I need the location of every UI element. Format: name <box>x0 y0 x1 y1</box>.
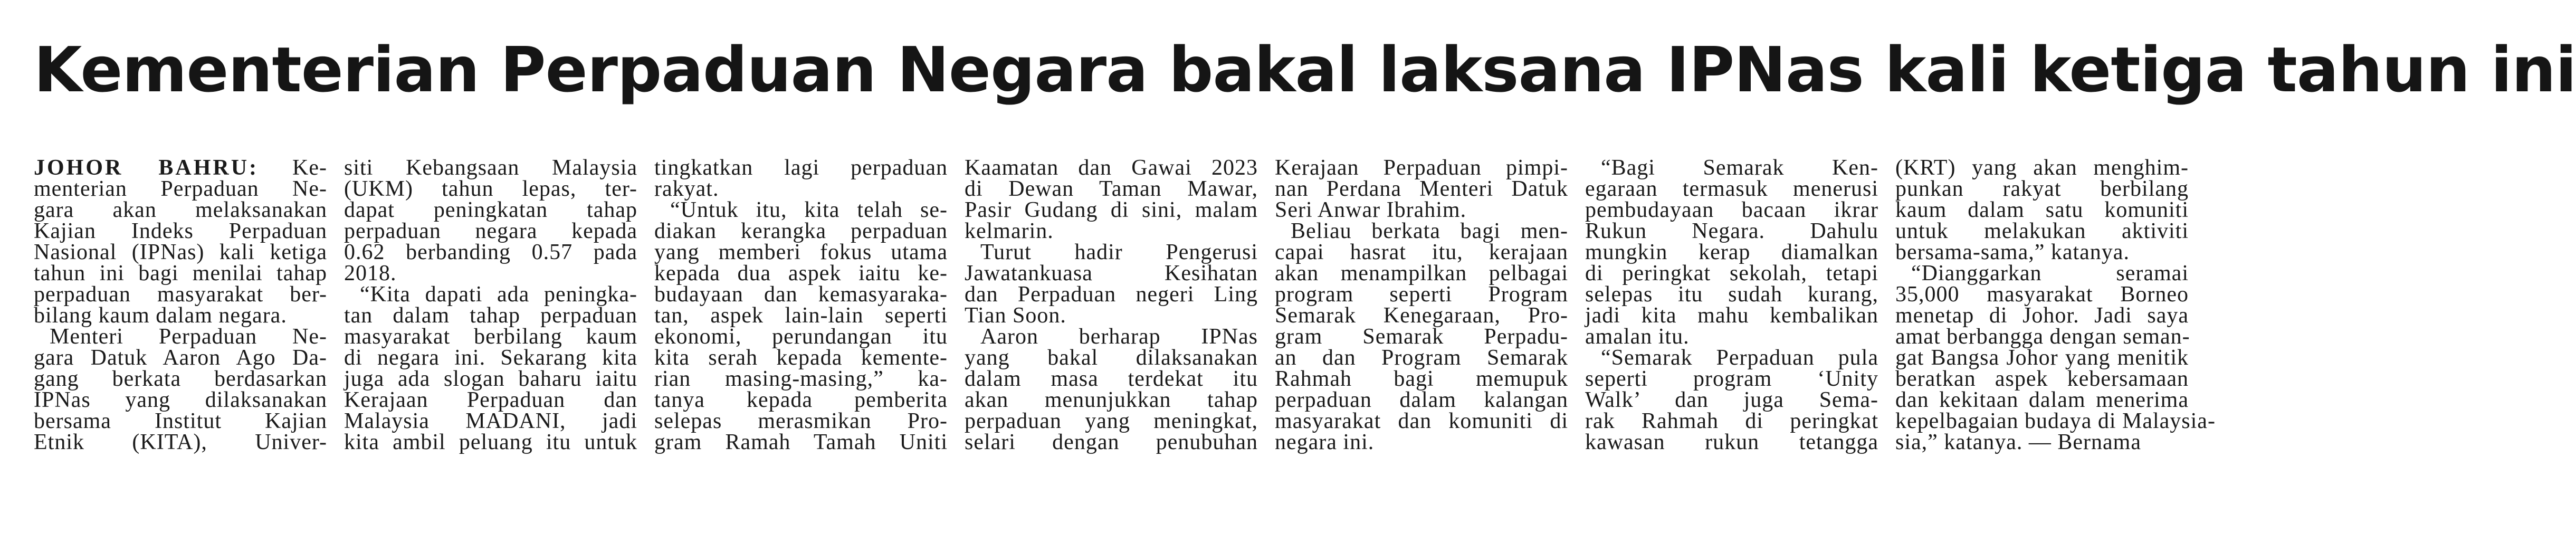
article-line-text: perpaduan masyarakat ber- <box>34 282 327 307</box>
article-line <box>1275 263 1568 284</box>
article-line-text: gram Ramah Tamah Uniti <box>654 430 948 454</box>
article-line <box>1585 411 1878 432</box>
article-line-text: dan Perpaduan negeri Ling <box>965 282 1258 307</box>
article-line <box>1585 326 1878 347</box>
article-line <box>1895 305 2189 326</box>
article-line-text: Beliau berkata bagi men- <box>1291 219 1568 243</box>
article-line <box>1275 178 1568 199</box>
article-line <box>965 432 1258 453</box>
article-line <box>34 432 327 453</box>
article-line <box>1895 368 2189 389</box>
article-line <box>34 178 327 199</box>
article-line <box>1895 199 2189 221</box>
article-line <box>1895 347 2189 368</box>
article-line-text: gara Datuk Aaron Ago Da- <box>34 346 327 370</box>
article-line <box>965 347 1258 368</box>
article-line <box>1275 199 1568 221</box>
article-line <box>965 199 1258 221</box>
article-line-text: jadi kita mahu kembalikan <box>1585 303 1878 328</box>
article-line-text: sia,” katanya. — Bernama <box>1895 430 2141 454</box>
article-line-text: tanya kepada pemberita <box>654 388 948 412</box>
article-line-text: capai hasrat itu, kerajaan <box>1275 240 1568 264</box>
article-line <box>965 221 1258 242</box>
article-line-text: rian masing-masing,” ka- <box>654 367 948 391</box>
headline: Kementerian Perpaduan Negara bakal laksana IPNas kali ketiga tahun ini <box>34 33 2576 106</box>
article-line-text: kita ambil peluang itu untuk <box>344 430 637 454</box>
article-line <box>34 326 327 347</box>
article-line <box>965 305 1258 326</box>
article-line <box>34 157 327 178</box>
article-line-text: rak Rahmah di peringkat <box>1585 409 1878 433</box>
article-line-text: gara akan melaksanakan <box>34 198 327 222</box>
article-line <box>1585 305 1878 326</box>
article-line-text: egaraan termasuk menerusi <box>1585 177 1878 201</box>
article-line <box>654 263 948 284</box>
article-line-text: dan kekitaan dalam menerima <box>1895 388 2189 412</box>
article-line <box>1275 221 1568 242</box>
article-line-text: kepelbagaian budaya di Malaysia- <box>1895 409 2216 433</box>
article-line <box>654 157 948 178</box>
article-line <box>1275 368 1568 389</box>
article-line-text: akan menunjukkan tahap <box>965 388 1258 412</box>
article-line <box>654 221 948 242</box>
article-line <box>654 368 948 389</box>
article-line <box>654 284 948 305</box>
article-line-text: akan menampilkan pelbagai <box>1275 261 1568 285</box>
article-line-text: Kerajaan Perpaduan pimpi- <box>1275 156 1568 180</box>
article-line-text: Rahmah bagi memupuk <box>1275 367 1568 391</box>
article-line-text: amat berbangga dengan seman- <box>1895 325 2190 349</box>
article-line-text: “Semarak Perpaduan pula <box>1601 346 1878 370</box>
article-line-text: kelmarin. <box>965 219 1054 243</box>
article-line-text: Nasional (IPNas) kali ketiga <box>34 240 327 264</box>
article-line <box>1585 157 1878 178</box>
article-line-text: siti Kebangsaan Malaysia <box>344 156 637 180</box>
article-line <box>965 326 1258 347</box>
article-line <box>965 263 1258 284</box>
article-line <box>34 221 327 242</box>
article-line-text: di peringkat sekolah, tetapi <box>1585 261 1878 285</box>
article-line-text: perpaduan dalam kalangan <box>1275 388 1568 412</box>
article-line <box>34 389 327 411</box>
article-line-text: yang memberi fokus utama <box>654 240 948 264</box>
article-line-text: selepas merasmikan Pro- <box>654 409 948 433</box>
article-line <box>34 411 327 432</box>
article-line-text: Turut hadir Pengerusi <box>980 240 1258 264</box>
article-line <box>1275 157 1568 178</box>
article-line-text: Seri Anwar Ibrahim. <box>1275 198 1467 222</box>
article-line <box>344 263 637 284</box>
article-line-text: “Bagi Semarak Ken- <box>1601 156 1878 180</box>
article-line <box>34 305 327 326</box>
article-line <box>34 242 327 263</box>
article-line <box>1585 263 1878 284</box>
article-line-text: Pasir Gudang di sini, malam <box>965 198 1258 222</box>
article-line-text: gat Bangsa Johor yang menitik <box>1895 346 2189 370</box>
article-line <box>1585 199 1878 221</box>
article-line-text: untuk melakukan aktiviti <box>1895 219 2189 243</box>
article-line-text: punkan rakyat berbilang <box>1895 177 2189 201</box>
article-line <box>965 242 1258 263</box>
article-line-text: “Kita dapati ada peningka- <box>360 282 637 307</box>
article-line-text: Kerajaan Perpaduan dan <box>344 388 637 412</box>
article-line <box>1895 326 2189 347</box>
article-line <box>344 284 637 305</box>
article-line-text: tan dalam tahap perpaduan <box>344 303 637 328</box>
article-column-1 <box>34 157 327 537</box>
article-line-text: program seperti Program <box>1275 282 1568 307</box>
article-line-text: Kajian Indeks Perpaduan <box>34 219 327 243</box>
article-line <box>34 284 327 305</box>
article-line <box>344 221 637 242</box>
article-line <box>1585 242 1878 263</box>
article-line <box>1585 389 1878 411</box>
article-line-text: diakan kerangka perpaduan <box>654 219 948 243</box>
article-line-text: Malaysia MADANI, jadi <box>344 409 637 433</box>
article-line-text: tahun ini bagi menilai tahap <box>34 261 327 285</box>
article-line <box>654 326 948 347</box>
article-line-text: Semarak Kenegaraan, Pro- <box>1275 303 1568 328</box>
dateline: JOHOR BAHRU: <box>34 156 259 180</box>
article-line-text: kawasan rukun tetangga <box>1585 430 1878 454</box>
article-line-text: amalan itu. <box>1585 325 1690 349</box>
article-line <box>344 411 637 432</box>
article-line <box>344 368 637 389</box>
article-column-3 <box>654 157 948 537</box>
article-line-text: tan, aspek lain-lain seperti <box>654 303 948 328</box>
article-line <box>344 326 637 347</box>
article-line <box>344 347 637 368</box>
article-line-text: beratkan aspek kebersamaan <box>1895 367 2189 391</box>
article-line-text: kaum dalam satu komuniti <box>1895 198 2189 222</box>
article-line <box>344 432 637 453</box>
article-line <box>1275 242 1568 263</box>
article-line <box>1895 221 2189 242</box>
article-line <box>654 389 948 411</box>
article-line-text: masyarakat berbilang kaum <box>344 325 637 349</box>
article-line-text: Etnik (KITA), Univer- <box>34 430 327 454</box>
article-line-text: perpaduan negara kepada <box>344 219 637 243</box>
article-line-text: kepada dua aspek iaitu ke- <box>654 261 948 285</box>
article-line-text: 35,000 masyarakat Borneo <box>1895 282 2189 307</box>
article-line-text: 2018. <box>344 261 397 285</box>
article-line <box>654 347 948 368</box>
article-line <box>1585 368 1878 389</box>
article-line <box>1585 178 1878 199</box>
article-line <box>654 305 948 326</box>
article-column-5 <box>1275 157 1568 537</box>
article-line <box>344 389 637 411</box>
article-line <box>965 389 1258 411</box>
article-line <box>34 347 327 368</box>
article-line <box>965 284 1258 305</box>
article-line-text: Menteri Perpaduan Ne- <box>50 325 327 349</box>
article-column-4 <box>965 157 1258 537</box>
article-line-text: pembudayaan bacaan ikrar <box>1585 198 1878 222</box>
article-column-2 <box>344 157 637 537</box>
article-line-text: menterian Perpaduan Ne- <box>34 177 327 201</box>
article-line <box>1585 221 1878 242</box>
article-line-text: rakyat. <box>654 177 719 201</box>
article-line <box>344 157 637 178</box>
article-line-text: yang bakal dilaksanakan <box>965 346 1258 370</box>
article-line <box>1275 347 1568 368</box>
article-line-text: (UKM) tahun lepas, ter- <box>344 177 637 201</box>
article-line <box>1895 409 2216 433</box>
article-line <box>34 368 327 389</box>
article-line-text: Rukun Negara. Dahulu <box>1585 219 1878 243</box>
article-line <box>654 178 948 199</box>
article-line <box>344 178 637 199</box>
article-column-7 <box>1895 156 2216 537</box>
article-line-text: ekonomi, perundangan itu <box>654 325 948 349</box>
article-line-text: “Dianggarkan seramai <box>1911 261 2189 285</box>
article-line-text: mungkin kerap diamalkan <box>1585 240 1878 264</box>
article-line <box>1895 178 2189 199</box>
article-line-text: dalam masa terdekat itu <box>965 367 1258 391</box>
article-line-text: IPNas yang dilaksanakan <box>34 388 327 412</box>
article-line <box>654 411 948 432</box>
article-line <box>344 305 637 326</box>
article-line <box>1895 263 2189 284</box>
article-line <box>1585 284 1878 305</box>
article-column-6 <box>1585 157 1878 537</box>
article-line-text: dapat peningkatan tahap <box>344 198 637 222</box>
article-line <box>654 432 948 453</box>
article-line-text: Jawatankuasa Kesihatan <box>965 261 1258 285</box>
article-line-text: tingkatkan lagi perpaduan <box>654 156 948 180</box>
article-body <box>34 156 2216 537</box>
article-line-text: bersama-sama,” katanya. <box>1895 240 2130 264</box>
article-line-text: gang berkata berdasarkan <box>34 367 327 391</box>
article-line <box>965 411 1258 432</box>
article-line <box>1585 432 1878 453</box>
article-line-text: juga ada slogan baharu iaitu <box>344 367 637 391</box>
article-line-text: Walk’ dan juga Sema- <box>1585 388 1878 412</box>
article-line <box>1275 432 1568 453</box>
article-line <box>965 368 1258 389</box>
article-line <box>34 263 327 284</box>
article-line <box>1895 284 2189 305</box>
article-line-text: masyarakat dan komuniti di <box>1275 409 1568 433</box>
article-line <box>1895 389 2189 411</box>
article-line-text: kita serah kepada kemente- <box>654 346 948 370</box>
article-line-text: Aaron berharap IPNas <box>980 325 1258 349</box>
article-line <box>1275 284 1568 305</box>
article-line <box>1275 326 1568 347</box>
article-line <box>654 199 948 221</box>
article-line <box>344 242 637 263</box>
article-line-text: selari dengan penubuhan <box>965 430 1258 454</box>
article-line-text: di negara ini. Sekarang kita <box>344 346 637 370</box>
article-line-text: Kaamatan dan Gawai 2023 <box>965 156 1258 180</box>
article-line-text: perpaduan yang meningkat, <box>965 409 1258 433</box>
article-line <box>1895 432 2189 453</box>
article-line-text: bilang kaum dalam negara. <box>34 303 287 328</box>
article-line-text: Ke- <box>292 156 327 180</box>
article-line <box>1585 347 1878 368</box>
article-line-text: (KRT) yang akan menghim- <box>1895 156 2189 180</box>
article-line-text: “Untuk itu, kita telah se- <box>670 198 948 222</box>
article-line-text: nan Perdana Menteri Datuk <box>1275 177 1568 201</box>
article-line-text: Tian Soon. <box>965 303 1066 328</box>
article-line-text: budayaan dan kemasyaraka- <box>654 282 948 307</box>
article-line <box>965 178 1258 199</box>
article-line <box>965 157 1258 178</box>
article-line <box>34 199 327 221</box>
article-line <box>1895 242 2189 263</box>
article-line <box>1275 389 1568 411</box>
article-line <box>1895 157 2189 178</box>
article-line-text: seperti program ‘Unity <box>1585 367 1878 391</box>
article-line <box>654 242 948 263</box>
article-line-text: 0.62 berbanding 0.57 pada <box>344 240 637 264</box>
article-line-text: an dan Program Semarak <box>1275 346 1568 370</box>
article-line <box>1275 305 1568 326</box>
article-line <box>1275 411 1568 432</box>
article-line-text: negara ini. <box>1275 430 1375 454</box>
article-line <box>344 199 637 221</box>
article-line-text: menetap di Johor. Jadi saya <box>1895 303 2189 328</box>
article-line-text: di Dewan Taman Mawar, <box>965 177 1258 201</box>
article-line-text: gram Semarak Perpadu- <box>1275 325 1568 349</box>
article-line-text: bersama Institut Kajian <box>34 409 327 433</box>
article-line-text: selepas itu sudah kurang, <box>1585 282 1878 307</box>
